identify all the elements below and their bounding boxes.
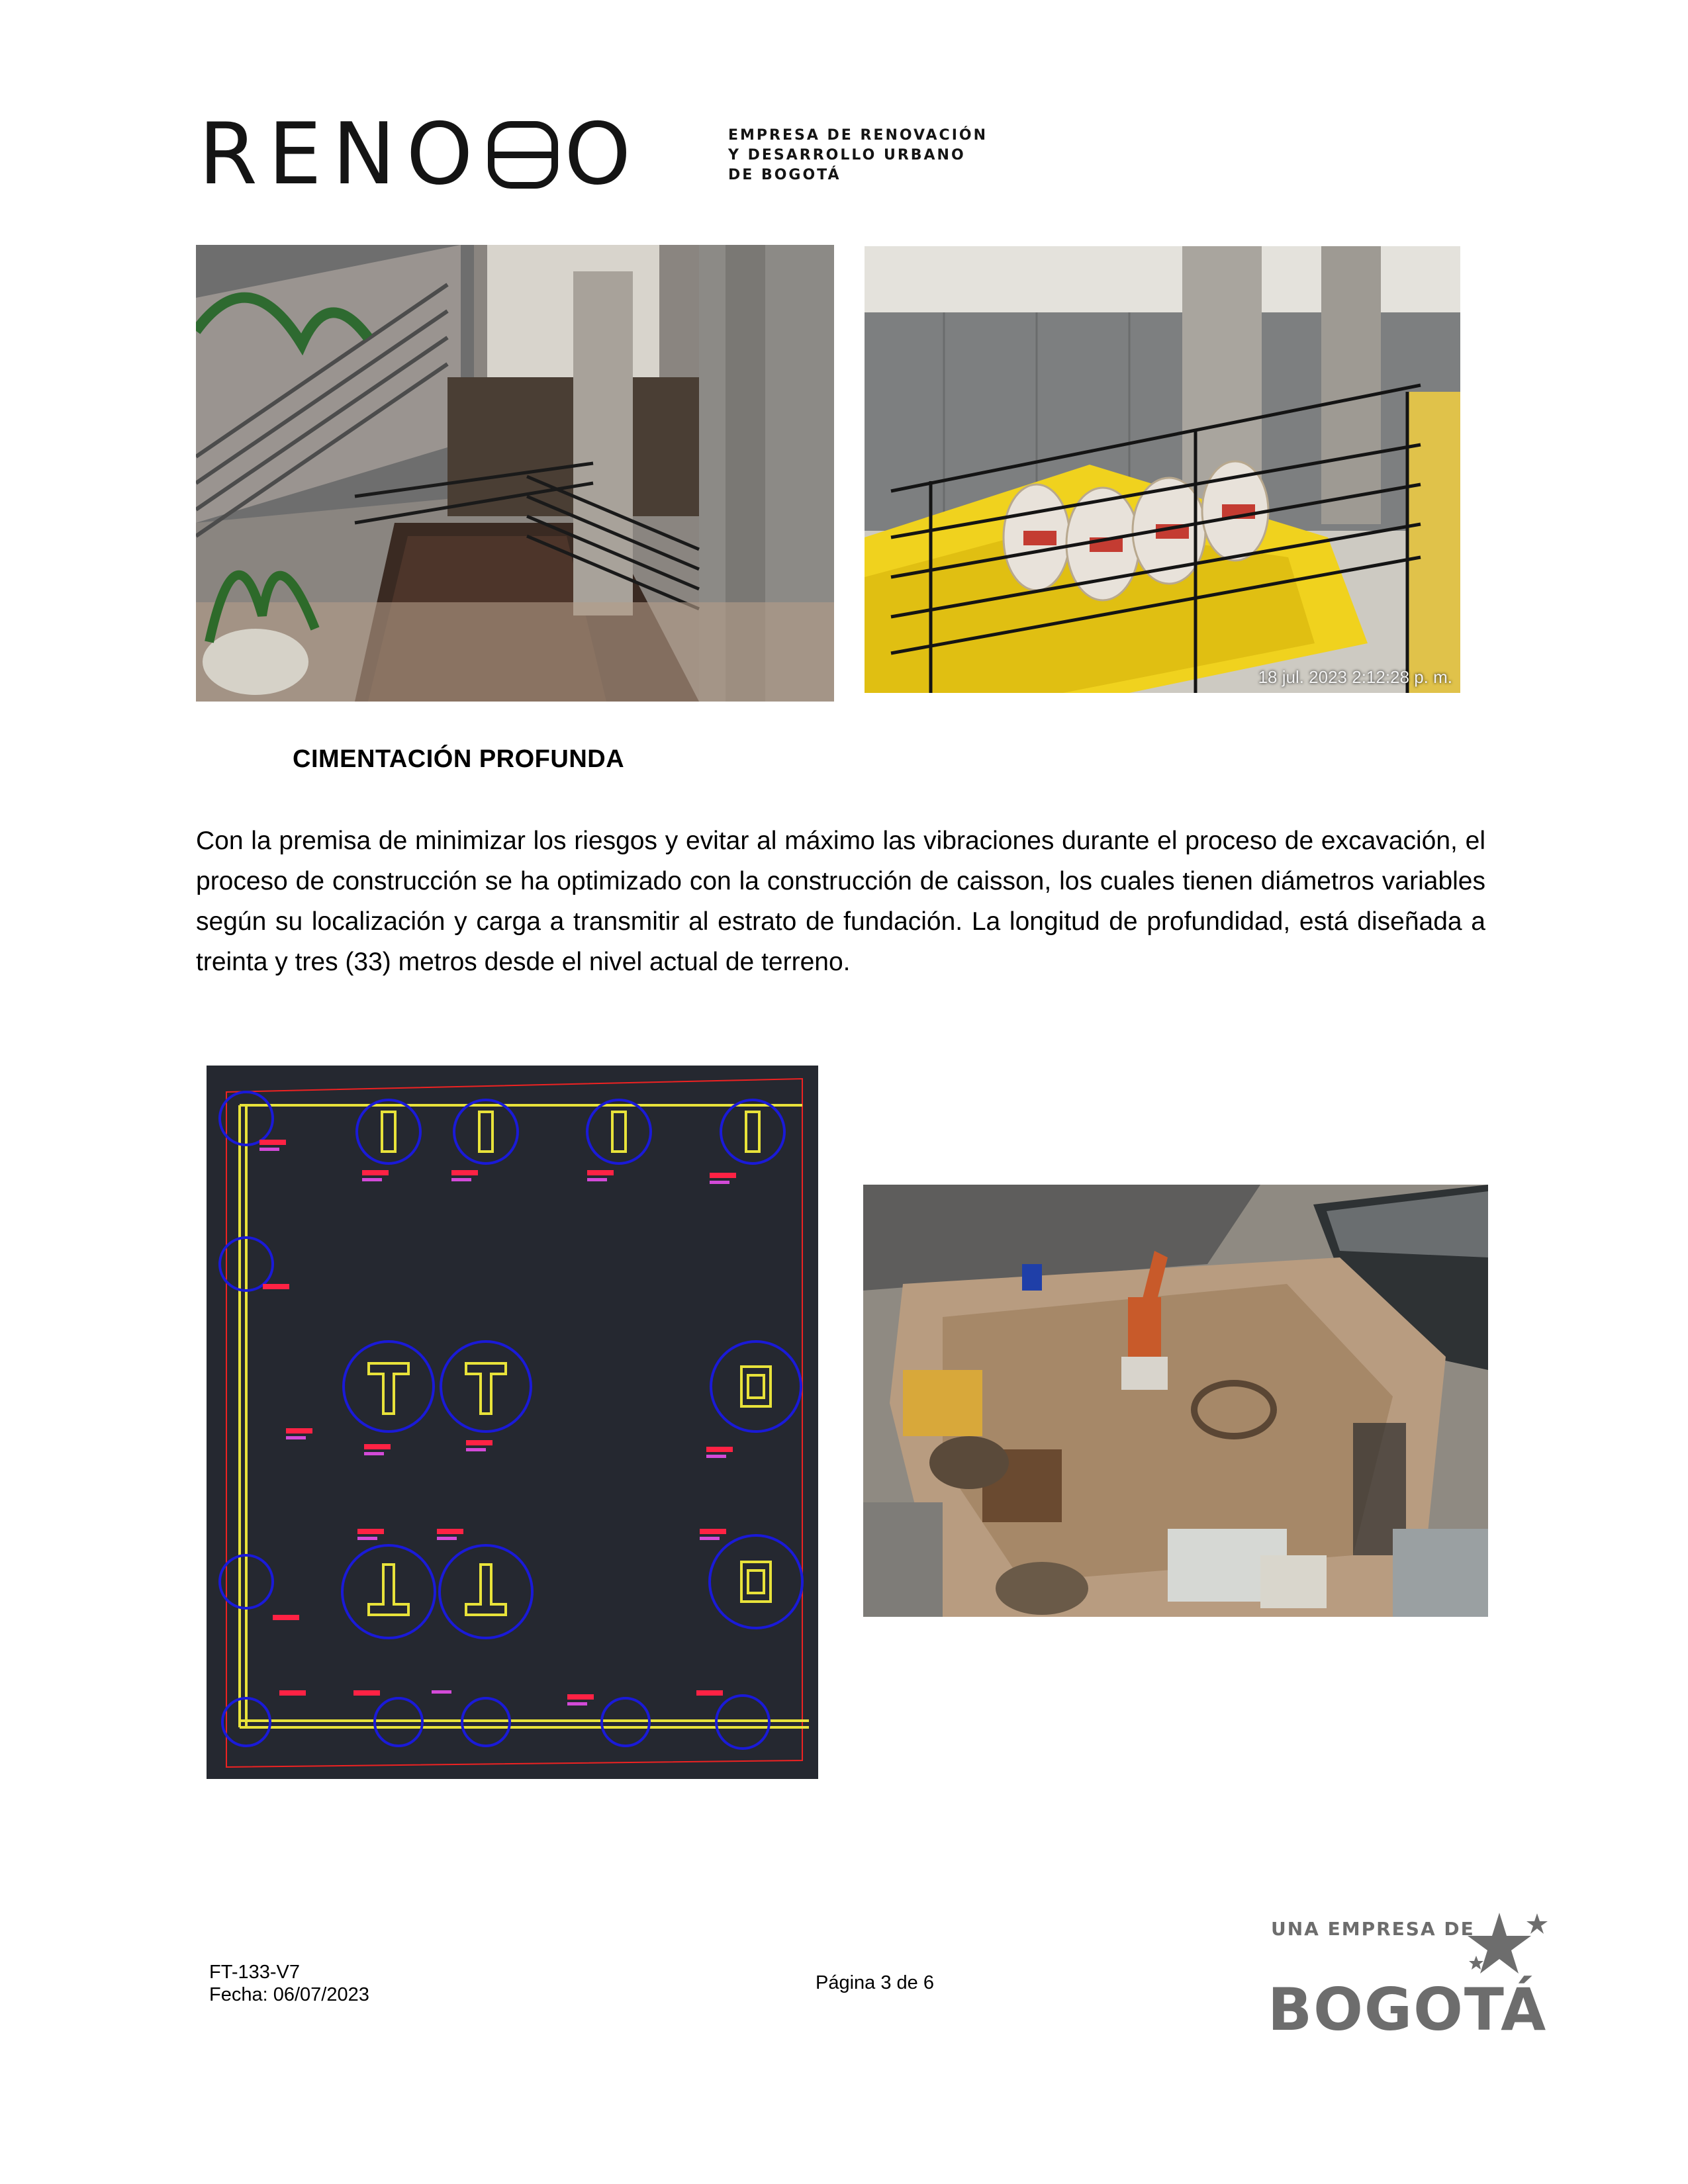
photo-aerial-excavation [863, 1185, 1488, 1617]
logo-text-left: RENO [199, 105, 484, 204]
logo-subtitle [728, 126, 988, 185]
logo-b-mark [487, 120, 560, 189]
logo-sub-line-3: DE BOGOTÁ [728, 167, 841, 183]
bogota-brand-logo: BOGOTÁ [1268, 1976, 1548, 2044]
bogota-stars-icon [1463, 1909, 1556, 1989]
footer-form-code: FT-133-V7 [209, 1962, 300, 1983]
logo-text-right: O [564, 105, 642, 204]
photo-walkway-tarp [865, 246, 1460, 693]
cad-foundation-plan [207, 1066, 818, 1779]
footer-form-date: Fecha: 06/07/2023 [209, 1984, 369, 2005]
footer-page-number: Página 3 de 6 [816, 1972, 934, 1993]
logo-sub-line-1: EMPRESA DE RENOVACIÓN [728, 127, 988, 144]
photo-corridor-stairs [196, 245, 834, 702]
logo-sub-line-2: Y DESARROLLO URBANO [728, 147, 966, 163]
renobo-logo [199, 105, 642, 204]
section-body: Con la premisa de minimizar los riesgos y evitar al máximo las vibraciones durante el proceso de excavación, el proceso de construcción se ha optimizado con la construcción de caisson, los cuales tienen diámetros variables según su localización y carga a transmitir al estrato de fundación. La longitud de profundidad, está diseñada a treinta y tres (33) metros desde el nivel actual de terreno. [196, 827, 1485, 976]
photo-timestamp: 18 jul. 2023 2:12:28 p. m. [1258, 667, 1452, 687]
section-title: CIMENTACIÓN PROFUNDA [293, 745, 625, 773]
footer-form-info [209, 1961, 369, 2006]
bogota-brand-caption: UNA EMPRESA DE [1271, 1918, 1475, 1940]
